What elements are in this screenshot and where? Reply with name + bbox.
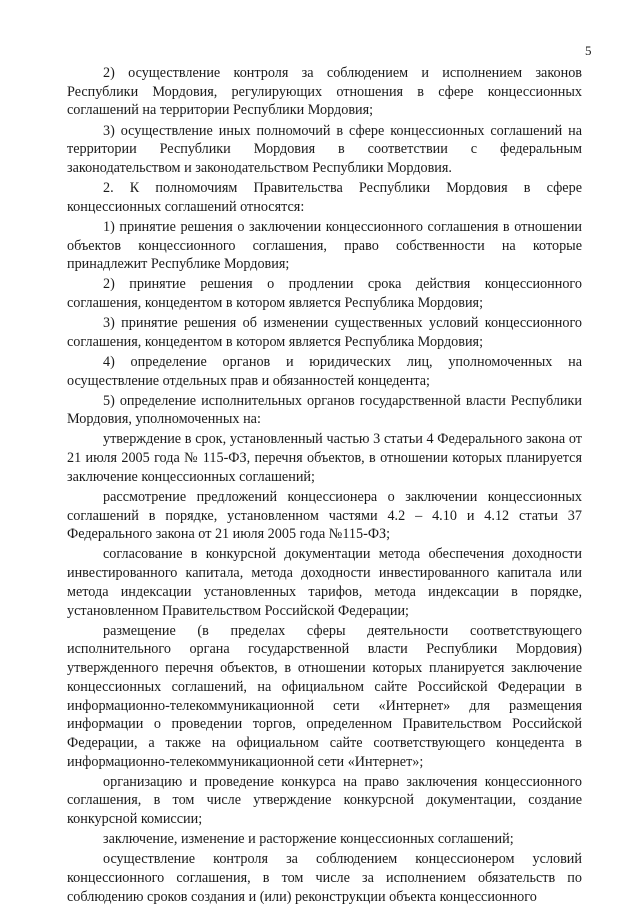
paragraph: 3) принятие решения об изменении существенных условий концессионного соглашения, концедентом в котором является Республика Мордовия; bbox=[67, 315, 582, 350]
paragraph: организацию и проведение конкурса на право заключения концессионного соглашения, в том числе утверждение конкурсной документации, создание конкурсной комиссии; bbox=[67, 773, 582, 828]
paragraph: 4) определение органов и юридических лиц, уполномоченных на осуществление отдельных прав и обязанностей концедента; bbox=[67, 353, 582, 389]
paragraph: согласование в конкурсной документации метода обеспечения доходности инвестированного капитала, метода доходности инвестированного капитала или метода индексации установленных тарифов, метода индексации в порядке, установленном Правительством Российской Федерации; bbox=[67, 546, 582, 619]
paragraph: 5) определение исполнительных органов государственной власти Республики Мордовия, уполномоченных на: bbox=[67, 392, 582, 428]
paragraph: размещение (в пределах сферы деятельности соответствующего исполнительного органа государственной власти Республики Мордовия) утвержденного перечня объектов, в отношении которых планируется заключение концессионных соглашений, на официальном сайте Российской Федерации в информационно-телекоммуникационной сети «Интернет» для размещения информации о проведении торгов, определенном Правительством Российской Федерации, а также на официальном сайте соответствующего концедента в информационно-телекоммуникационной сети «Интернет»; bbox=[67, 622, 582, 770]
paragraph: 3) осуществление иных полномочий в сфере концессионных соглашений на территории Республики Мордовия в соответствии с федеральным законодательством и законодательством Республики Мордовия. bbox=[67, 122, 582, 176]
paragraph: утверждение в срок, установленный частью 3 статьи 4 Федерального закона от 21 июля 2005 года № 115-ФЗ, перечня объектов, в отношении которых планируется заключение концессионных соглашений; bbox=[67, 431, 582, 485]
paragraph: 1) принятие решения о заключении концессионного соглашения в отношении объектов концессионного соглашения, право собственности на которые принадлежит Республике Мордовия; bbox=[67, 218, 582, 273]
paragraph: заключение, изменение и расторжение концессионных соглашений; bbox=[103, 831, 514, 848]
document-body bbox=[67, 64, 582, 906]
paragraph: 2. К полномочиям Правительства Республики Мордовия в сфере концессионных соглашений относятся: bbox=[67, 180, 582, 215]
paragraph: рассмотрение предложений концессионера о заключении концессионных соглашений в порядке, установленном частями 4.2 – 4.10 и 4.12 статьи 37 Федерального закона от 21 июля 2005 года №115-ФЗ; bbox=[67, 488, 582, 543]
paragraph: 2) принятие решения о продлении срока действия концессионного соглашения, концедентом в котором является Республика Мордовия; bbox=[67, 276, 582, 311]
paragraph: осуществление контроля за соблюдением концессионером условий концессионного соглашения, в том числе за исполнением обязательств по соблюдению сроков создания и (или) реконструкции объекта концессионного bbox=[67, 851, 582, 905]
paragraph: 2) осуществление контроля за соблюдением и исполнением законов Республики Мордовия, регулирующих отношения в сфере концессионных соглашений на территории Республики Мордовия; bbox=[67, 65, 582, 119]
page-number: 5 bbox=[585, 43, 592, 58]
